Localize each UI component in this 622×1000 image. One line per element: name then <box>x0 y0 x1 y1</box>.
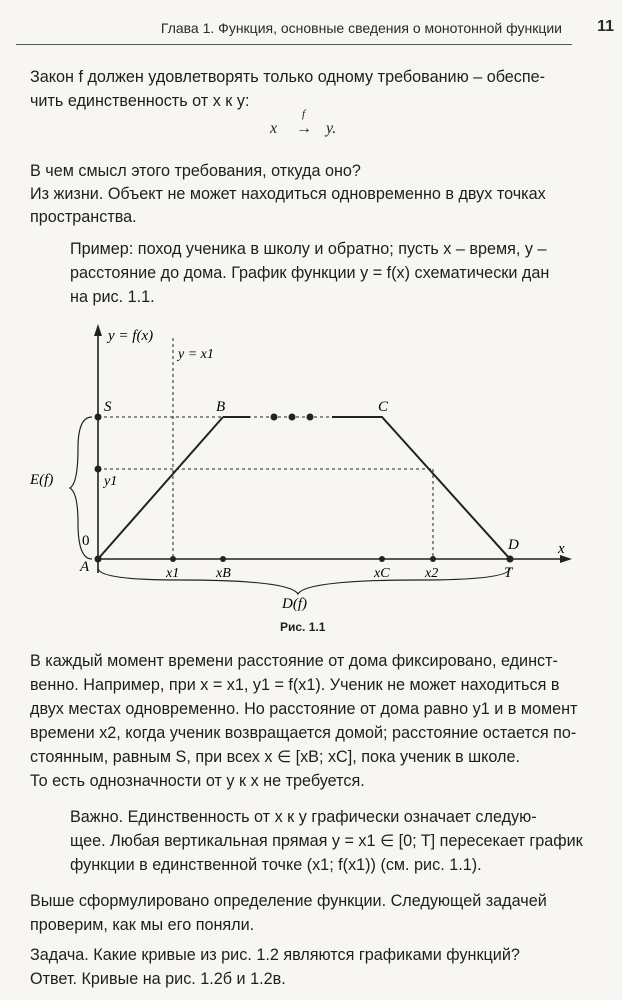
paragraph-line: времени x2, когда ученик возвращается домой; расстояние остается по- <box>30 724 577 742</box>
paragraph-line: стоянным, равным S, при всех x ∈ [xB; xC], пока ученик в школе. <box>30 748 520 766</box>
label-y1: y1 <box>104 474 118 489</box>
important-line: Важно. Единственность от x к y графически означает следую- <box>70 808 537 826</box>
point-T <box>507 556 514 563</box>
label-x2: x2 <box>425 566 439 581</box>
label-B: B <box>216 399 226 415</box>
point-A <box>95 556 102 563</box>
label-y-eq-fx: y = f(x) <box>108 328 154 344</box>
page-header <box>0 0 622 46</box>
label-D: D <box>508 537 519 553</box>
ellipsis-dot <box>289 414 296 421</box>
label-xB: xB <box>216 566 231 581</box>
ellipsis-dot <box>307 414 314 421</box>
domain-brace <box>98 568 510 594</box>
label-y-eq-x1: y = x1 <box>178 347 214 362</box>
example-line: расстояние до дома. График функции y = f(x) схематически дан <box>70 264 550 282</box>
paragraph-line: пространства. <box>30 208 137 226</box>
paragraph-line: двух местах одновременно. Но расстояние от дома равно y1 и в момент <box>30 700 578 718</box>
paragraph-line: В чем смысл этого требования, откуда оно? <box>30 162 361 180</box>
label-S: S <box>104 399 112 415</box>
paragraph-line: чить единственность от x к y: <box>30 92 250 110</box>
label-xC: xC <box>374 566 390 581</box>
formula-arrow: → <box>296 120 312 137</box>
important-line: функции в единственной точке (x1; f(x1)) (см. рис. 1.1). <box>70 856 482 874</box>
label-C: C <box>378 399 389 415</box>
answer-line: Ответ. Кривые на рис. 1.2б и 1.2в. <box>30 970 286 988</box>
label-x-axis: x <box>558 541 565 557</box>
figure-1-1 <box>20 318 580 618</box>
label-A: A <box>80 559 90 575</box>
formula-y: y. <box>326 120 337 137</box>
mapping-formula <box>270 108 337 138</box>
point-x2 <box>430 556 436 562</box>
chapter-title: Глава 1. Функция, основные сведения о монотонной функции <box>160 20 562 36</box>
header-rule <box>16 44 572 45</box>
paragraph-line: Закон f должен удовлетворять только одному требованию – обеспе- <box>30 68 546 86</box>
task-line: Задача. Какие кривые из рис. 1.2 являются графиками функций? <box>30 946 520 964</box>
y-axis-arrow <box>94 324 102 336</box>
point-x1 <box>170 556 176 562</box>
graph-plateau-descent <box>332 417 510 559</box>
example-line: на рис. 1.1. <box>70 288 155 306</box>
paragraph-line: В каждый момент времени расстояние от дома фиксировано, единст- <box>30 652 558 670</box>
example-line: Пример: поход ученика в школу и обратно; пусть x – время, y – <box>70 240 547 258</box>
point-xB <box>220 556 226 562</box>
important-line: щее. Любая вертикальная прямая y = x1 ∈ [0; T] пересекает график <box>70 832 583 850</box>
paragraph-line: проверим, как мы его поняли. <box>30 916 255 934</box>
label-domain: D(f) <box>282 596 307 612</box>
paragraph-line: Выше сформулировано определение функции. Следующей задачей <box>30 892 547 910</box>
figure-caption: Рис. 1.1 <box>280 620 326 634</box>
page-number: 11 <box>597 18 614 35</box>
point-y1 <box>95 466 102 473</box>
paragraph-line: Из жизни. Объект не может находиться одновременно в двух точках <box>30 185 546 203</box>
label-E: E(f) <box>30 472 54 488</box>
ellipsis-dot <box>271 414 278 421</box>
point-xC <box>379 556 385 562</box>
label-x1: x1 <box>166 566 180 581</box>
paragraph-line: венно. Например, при x = x1, y1 = f(x1). Ученик не может находиться в <box>30 676 560 694</box>
label-T: T <box>504 565 513 581</box>
formula-f: f <box>302 108 306 120</box>
point-S <box>95 414 102 421</box>
label-zero: 0 <box>82 533 90 549</box>
formula-x: x <box>270 120 278 137</box>
paragraph-line: То есть однозначности от y к x не требуется. <box>30 772 365 790</box>
